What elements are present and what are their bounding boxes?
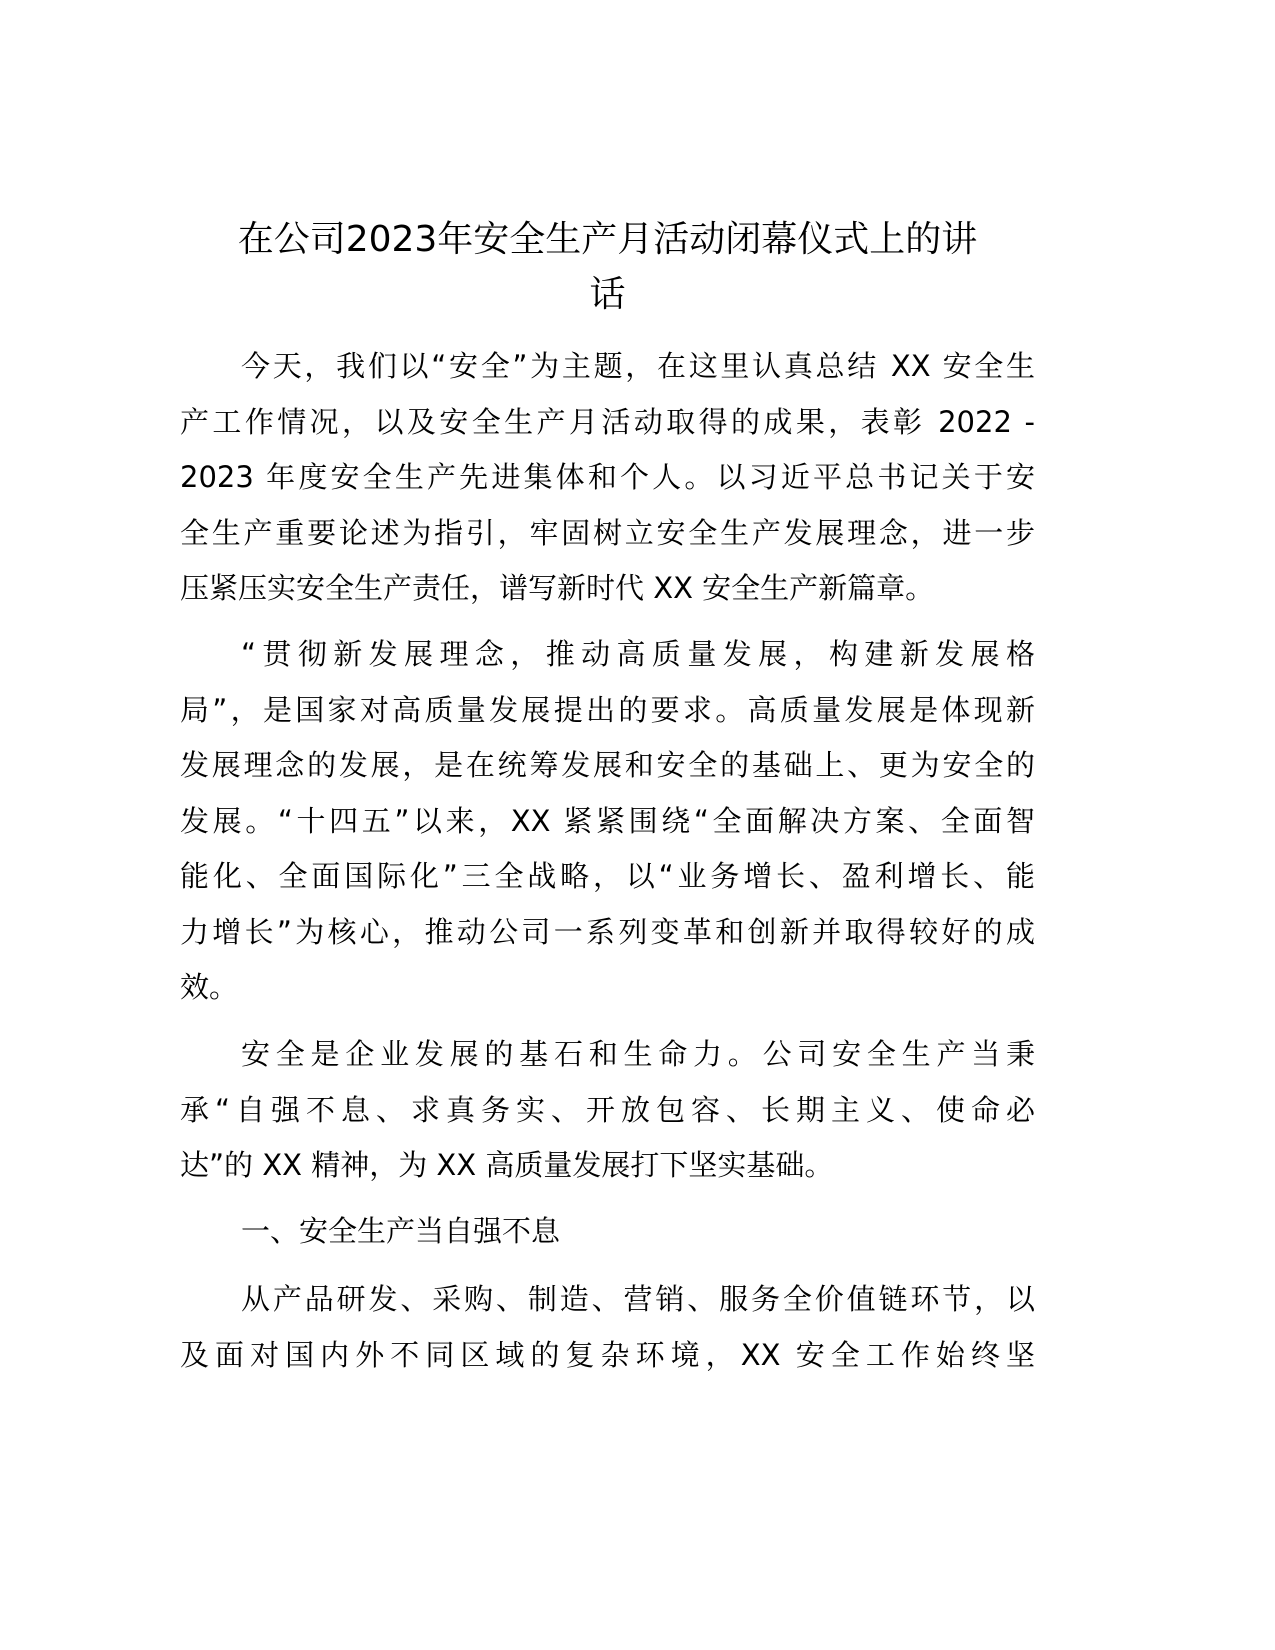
title-line: 在公司2023年安全生产月活动闭幕仪式上的讲 [237,219,978,260]
section-heading [180,1204,1035,1260]
text-line: 全生产重要论述为指引，牢固树立安全生产发展理念，进一步 [180,515,1035,550]
text-line: 发展。“十四五”以来，XX 紧紧围绕“全面解决方案、全面智 [180,803,1035,838]
paragraph [180,627,1035,1016]
paragraph [180,1027,1035,1194]
text-line: 承“自强不息、求真务实、开放包容、长期主义、使命必 [180,1092,1035,1127]
text-line: 能化、全面国际化”三全战略，以“业务增长、盈利增长、能 [180,859,1035,893]
text-line: “贯彻新发展理念，推动高质量发展，构建新发展格 [241,637,1035,671]
text-line: 效。 [180,970,239,1004]
text-line: 局”，是国家对高质量发展提出的要求。高质量发展是体现新 [180,692,1035,727]
paragraph [180,1272,1035,1383]
document-title [170,212,1045,322]
paragraph [180,339,1035,617]
text-line: 压紧压实安全生产责任，谱写新时代 XX 安全生产新篇章。 [180,571,935,605]
text-line: 安全是企业发展的基石和生命力。公司安全生产当秉 [241,1037,1035,1071]
text-line: 2023 年度安全生产先进集体和个人。以习近平总书记关于安 [180,460,1035,494]
text-line: 一、安全生产当自强不息 [241,1214,561,1248]
text-line: 发展理念的发展，是在统筹发展和安全的基础上、更为安全的 [180,748,1035,782]
text-line: 今天，我们以“安全”为主题，在这里认真总结 XX 安全生 [241,349,1035,383]
text-line: 达”的 XX 精神，为 XX 高质量发展打下坚实基础。 [180,1148,834,1182]
text-line: 产工作情况，以及安全生产月活动取得的成果，表彰 2022 - [180,404,1035,439]
title-line: 话 [589,274,626,315]
text-line: 及面对国内外不同区域的复杂环境，XX 安全工作始终坚 [180,1337,1035,1372]
text-line: 力增长”为核心，推动公司一系列变革和创新并取得较好的成 [180,914,1035,949]
text-line: 从产品研发、采购、制造、营销、服务全价值链环节，以 [241,1282,1035,1316]
